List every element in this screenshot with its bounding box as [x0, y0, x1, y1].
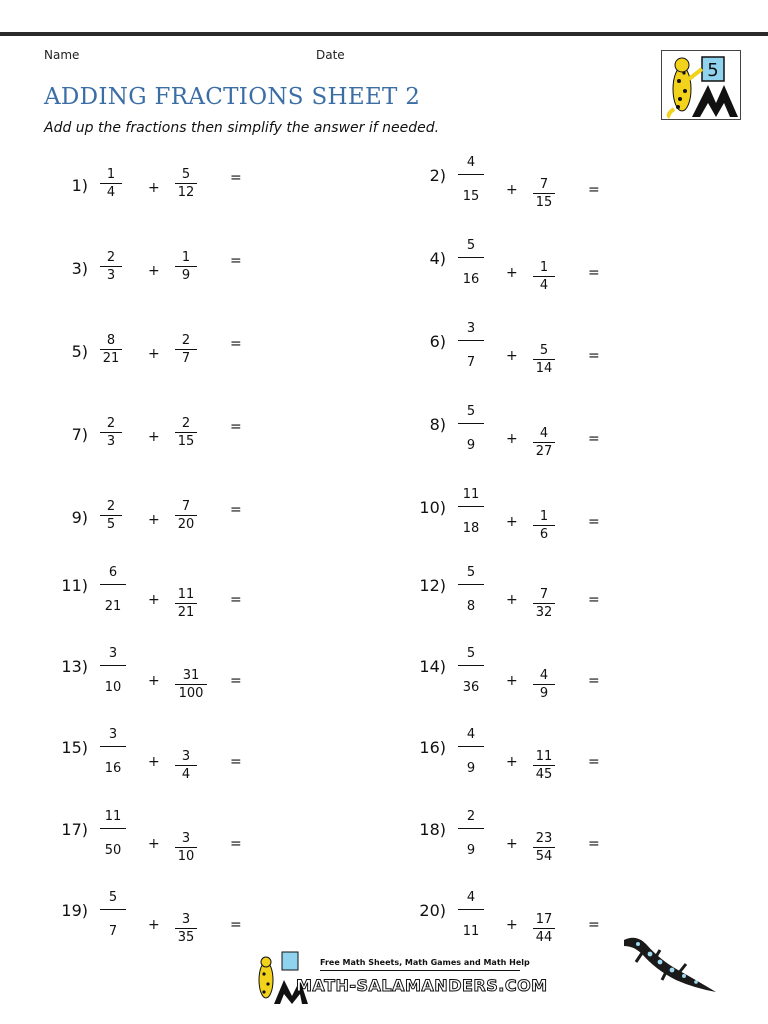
- fraction-bar: [458, 584, 484, 585]
- fraction-second: [175, 334, 197, 366]
- fraction-bar: [175, 684, 207, 685]
- denominator: 27: [535, 444, 553, 459]
- problem-4: [398, 238, 638, 321]
- numerator: 4: [466, 727, 476, 742]
- fraction-bar: [533, 359, 555, 360]
- fraction-bar: [100, 584, 126, 585]
- problem-number: 10): [419, 498, 446, 517]
- fraction-bar: [175, 928, 197, 929]
- numerator: 17: [535, 912, 553, 927]
- date-label: Date: [316, 48, 345, 62]
- problem-2: [398, 155, 638, 238]
- numerator: 3: [181, 831, 191, 846]
- plus-sign: +: [506, 265, 518, 281]
- numerator: 11: [535, 749, 553, 764]
- denominator: 9: [539, 686, 549, 701]
- equals-sign: =: [588, 514, 600, 530]
- problem-number: 18): [419, 820, 446, 839]
- problem-number: 3): [71, 259, 88, 278]
- denominator: 32: [535, 605, 553, 620]
- plus-sign: +: [506, 514, 518, 530]
- problem-14: [398, 646, 638, 729]
- denominator: 10: [177, 849, 195, 864]
- fraction-bar: [533, 684, 555, 685]
- plus-sign: +: [506, 673, 518, 689]
- numerator: 4: [466, 155, 476, 170]
- fraction-second: [175, 588, 197, 620]
- salamander-grade-logo-icon: [662, 51, 740, 119]
- fraction-bar: [175, 266, 197, 267]
- fraction-bar: [175, 847, 197, 848]
- problem-number: 19): [61, 901, 88, 920]
- plus-sign: +: [148, 754, 160, 770]
- problem-number: 12): [419, 576, 446, 595]
- fraction-first: [100, 728, 126, 778]
- footer-tagline: Free Math Sheets, Math Games and Math Help: [320, 958, 530, 967]
- problem-number: 7): [71, 425, 88, 444]
- equals-sign: =: [230, 170, 242, 186]
- problem-number: 17): [61, 820, 88, 839]
- name-label: Name: [44, 48, 80, 62]
- fraction-second: [175, 750, 197, 782]
- fraction-first: [458, 891, 484, 941]
- plus-sign: +: [506, 836, 518, 852]
- problem-number: 5): [71, 342, 88, 361]
- instructions: Add up the fractions then simplify the answer if needed.: [44, 120, 440, 136]
- equals-sign: =: [588, 431, 600, 447]
- denominator: 8: [466, 599, 476, 614]
- numerator: 5: [466, 565, 476, 580]
- grade-logo: [661, 50, 741, 120]
- fraction-first: [458, 239, 484, 289]
- fraction-bar: [533, 525, 555, 526]
- numerator: 1: [539, 260, 549, 275]
- problem-number: 14): [419, 657, 446, 676]
- fraction-bar: [175, 765, 197, 766]
- problem-number: 11): [61, 576, 88, 595]
- fraction-bar: [533, 847, 555, 848]
- equals-sign: =: [230, 502, 242, 518]
- denominator: 10: [104, 680, 122, 695]
- problem-number: 1): [71, 176, 88, 195]
- denominator: 18: [462, 521, 480, 536]
- equals-sign: =: [588, 754, 600, 770]
- numerator: 11: [462, 487, 480, 502]
- fraction-bar: [458, 340, 484, 341]
- fraction-second: [533, 669, 555, 701]
- fraction-second: [175, 832, 197, 864]
- denominator: 14: [535, 361, 553, 376]
- fraction-first: [100, 810, 126, 860]
- numerator: 2: [106, 416, 116, 431]
- denominator: 15: [462, 189, 480, 204]
- fraction-bar: [100, 909, 126, 910]
- equals-sign: =: [230, 917, 242, 933]
- numerator: 5: [466, 238, 476, 253]
- denominator: 16: [462, 272, 480, 287]
- equals-sign: =: [588, 836, 600, 852]
- fraction-second: [175, 913, 197, 945]
- numerator: 3: [466, 321, 476, 336]
- numerator: 2: [466, 809, 476, 824]
- problem-number: 20): [419, 901, 446, 920]
- fraction-first: [100, 334, 122, 366]
- equals-sign: =: [230, 253, 242, 269]
- problem-number: 13): [61, 657, 88, 676]
- fraction-first: [100, 566, 126, 616]
- top-rule: [0, 32, 768, 36]
- plus-sign: +: [148, 180, 160, 196]
- problem-number: 6): [429, 332, 446, 351]
- problem-18: [398, 809, 638, 892]
- equals-sign: =: [230, 419, 242, 435]
- fraction-bar: [533, 765, 555, 766]
- equals-sign: =: [588, 917, 600, 933]
- numerator: 5: [181, 167, 191, 182]
- problem-number: 2): [429, 166, 446, 185]
- footer-divider: [320, 970, 520, 971]
- numerator: 2: [181, 416, 191, 431]
- problem-10: [398, 487, 638, 570]
- problem-3: [40, 251, 280, 321]
- problem-9: [40, 500, 280, 570]
- salamander-icon: [616, 930, 720, 996]
- fraction-first: [100, 500, 122, 532]
- plus-sign: +: [148, 512, 160, 528]
- problem-7: [40, 417, 280, 487]
- fraction-first: [458, 156, 484, 206]
- fraction-first: [458, 810, 484, 860]
- equals-sign: =: [230, 592, 242, 608]
- fraction-bar: [458, 174, 484, 175]
- numerator: 3: [108, 727, 118, 742]
- fraction-first: [100, 891, 126, 941]
- numerator: 1: [539, 509, 549, 524]
- grade-number: 5: [707, 60, 719, 81]
- numerator: 1: [181, 250, 191, 265]
- problem-1: [40, 168, 280, 238]
- denominator: 15: [177, 434, 195, 449]
- fraction-second: [175, 669, 207, 701]
- plus-sign: +: [506, 182, 518, 198]
- denominator: 4: [106, 185, 116, 200]
- fraction-bar: [458, 828, 484, 829]
- numerator: 5: [539, 343, 549, 358]
- fraction-bar: [533, 442, 555, 443]
- denominator: 9: [466, 438, 476, 453]
- equals-sign: =: [230, 836, 242, 852]
- denominator: 20: [177, 517, 195, 532]
- denominator: 21: [102, 351, 120, 366]
- equals-sign: =: [588, 673, 600, 689]
- numerator: 7: [539, 587, 549, 602]
- denominator: 11: [462, 924, 480, 939]
- denominator: 45: [535, 767, 553, 782]
- fraction-second: [533, 832, 555, 864]
- fraction-first: [100, 251, 122, 283]
- denominator: 5: [106, 517, 116, 532]
- fraction-bar: [458, 665, 484, 666]
- fraction-bar: [100, 746, 126, 747]
- plus-sign: +: [506, 431, 518, 447]
- denominator: 3: [106, 434, 116, 449]
- denominator: 44: [535, 930, 553, 945]
- fraction-second: [533, 588, 555, 620]
- problem-11: [40, 565, 280, 648]
- plus-sign: +: [506, 348, 518, 364]
- equals-sign: =: [230, 673, 242, 689]
- fraction-bar: [458, 506, 484, 507]
- fraction-bar: [175, 432, 197, 433]
- fraction-bar: [175, 349, 197, 350]
- numerator: 2: [181, 333, 191, 348]
- problem-number: 4): [429, 249, 446, 268]
- fraction-bar: [100, 432, 122, 433]
- fraction-second: [175, 251, 197, 283]
- fraction-second: [175, 168, 197, 200]
- fraction-bar: [100, 665, 126, 666]
- denominator: 9: [466, 761, 476, 776]
- fraction-second: [175, 500, 197, 532]
- fraction-bar: [533, 193, 555, 194]
- numerator: 6: [108, 565, 118, 580]
- numerator: 8: [106, 333, 116, 348]
- denominator: 6: [539, 527, 549, 542]
- denominator: 15: [535, 195, 553, 210]
- fraction-second: [533, 750, 555, 782]
- denominator: 9: [466, 843, 476, 858]
- problem-number: 8): [429, 415, 446, 434]
- fraction-first: [458, 322, 484, 372]
- problem-number: 16): [419, 738, 446, 757]
- fraction-second: [175, 417, 197, 449]
- fraction-bar: [100, 266, 122, 267]
- fraction-second: [533, 427, 555, 459]
- denominator: 21: [177, 605, 195, 620]
- problem-13: [40, 646, 280, 729]
- equals-sign: =: [588, 182, 600, 198]
- numerator: 7: [181, 499, 191, 514]
- fraction-first: [458, 566, 484, 616]
- footer-site-name[interactable]: MATH-SALAMANDERS.COM: [296, 976, 548, 995]
- denominator: 7: [466, 355, 476, 370]
- problem-number: 9): [71, 508, 88, 527]
- denominator: 4: [181, 767, 191, 782]
- problem-15: [40, 727, 280, 810]
- problem-16: [398, 727, 638, 810]
- fraction-second: [533, 913, 555, 945]
- fraction-first: [100, 417, 122, 449]
- denominator: 3: [106, 268, 116, 283]
- equals-sign: =: [588, 265, 600, 281]
- fraction-bar: [100, 183, 122, 184]
- plus-sign: +: [148, 592, 160, 608]
- denominator: 4: [539, 278, 549, 293]
- plus-sign: +: [506, 754, 518, 770]
- numerator: 5: [466, 646, 476, 661]
- fraction-bar: [100, 828, 126, 829]
- problem-12: [398, 565, 638, 648]
- equals-sign: =: [588, 592, 600, 608]
- numerator: 11: [177, 587, 195, 602]
- fraction-bar: [458, 909, 484, 910]
- fraction-second: [533, 178, 555, 210]
- problem-8: [398, 404, 638, 487]
- plus-sign: +: [148, 429, 160, 445]
- fraction-first: [458, 647, 484, 697]
- problem-17: [40, 809, 280, 892]
- denominator: 21: [104, 599, 122, 614]
- fraction-second: [533, 344, 555, 376]
- denominator: 16: [104, 761, 122, 776]
- numerator: 4: [539, 426, 549, 441]
- fraction-second: [533, 510, 555, 542]
- denominator: 50: [104, 843, 122, 858]
- numerator: 2: [106, 250, 116, 265]
- plus-sign: +: [148, 917, 160, 933]
- fraction-bar: [458, 746, 484, 747]
- fraction-bar: [175, 515, 197, 516]
- numerator: 3: [181, 912, 191, 927]
- footer-brand: [248, 950, 548, 1006]
- fraction-bar: [100, 515, 122, 516]
- worksheet-title: ADDING FRACTIONS SHEET 2: [44, 84, 421, 110]
- equals-sign: =: [230, 336, 242, 352]
- problem-5: [40, 334, 280, 404]
- plus-sign: +: [148, 836, 160, 852]
- equals-sign: =: [230, 754, 242, 770]
- fraction-first: [100, 647, 126, 697]
- denominator: 9: [181, 268, 191, 283]
- fraction-bar: [533, 603, 555, 604]
- plus-sign: +: [148, 263, 160, 279]
- numerator: 31: [182, 668, 200, 683]
- problem-6: [398, 321, 638, 404]
- denominator: 7: [108, 924, 118, 939]
- numerator: 2: [106, 499, 116, 514]
- plus-sign: +: [506, 592, 518, 608]
- plus-sign: +: [506, 917, 518, 933]
- fraction-first: [100, 168, 122, 200]
- numerator: 23: [535, 831, 553, 846]
- equals-sign: =: [588, 348, 600, 364]
- fraction-first: [458, 728, 484, 778]
- fraction-bar: [100, 349, 122, 350]
- plus-sign: +: [148, 346, 160, 362]
- numerator: 7: [539, 177, 549, 192]
- denominator: 54: [535, 849, 553, 864]
- denominator: 12: [177, 185, 195, 200]
- numerator: 4: [539, 668, 549, 683]
- fraction-second: [533, 261, 555, 293]
- problem-19: [40, 890, 280, 973]
- fraction-first: [458, 405, 484, 455]
- fraction-bar: [458, 257, 484, 258]
- numerator: 3: [181, 749, 191, 764]
- numerator: 4: [466, 890, 476, 905]
- denominator: 7: [181, 351, 191, 366]
- fraction-bar: [533, 276, 555, 277]
- numerator: 11: [104, 809, 122, 824]
- numerator: 5: [108, 890, 118, 905]
- fraction-bar: [458, 423, 484, 424]
- fraction-bar: [175, 183, 197, 184]
- numerator: 5: [466, 404, 476, 419]
- fraction-first: [458, 488, 484, 538]
- denominator: 100: [178, 686, 204, 701]
- denominator: 35: [177, 930, 195, 945]
- fraction-bar: [175, 603, 197, 604]
- plus-sign: +: [148, 673, 160, 689]
- fraction-bar: [533, 928, 555, 929]
- problem-number: 15): [61, 738, 88, 757]
- denominator: 36: [462, 680, 480, 695]
- numerator: 1: [106, 167, 116, 182]
- numerator: 3: [108, 646, 118, 661]
